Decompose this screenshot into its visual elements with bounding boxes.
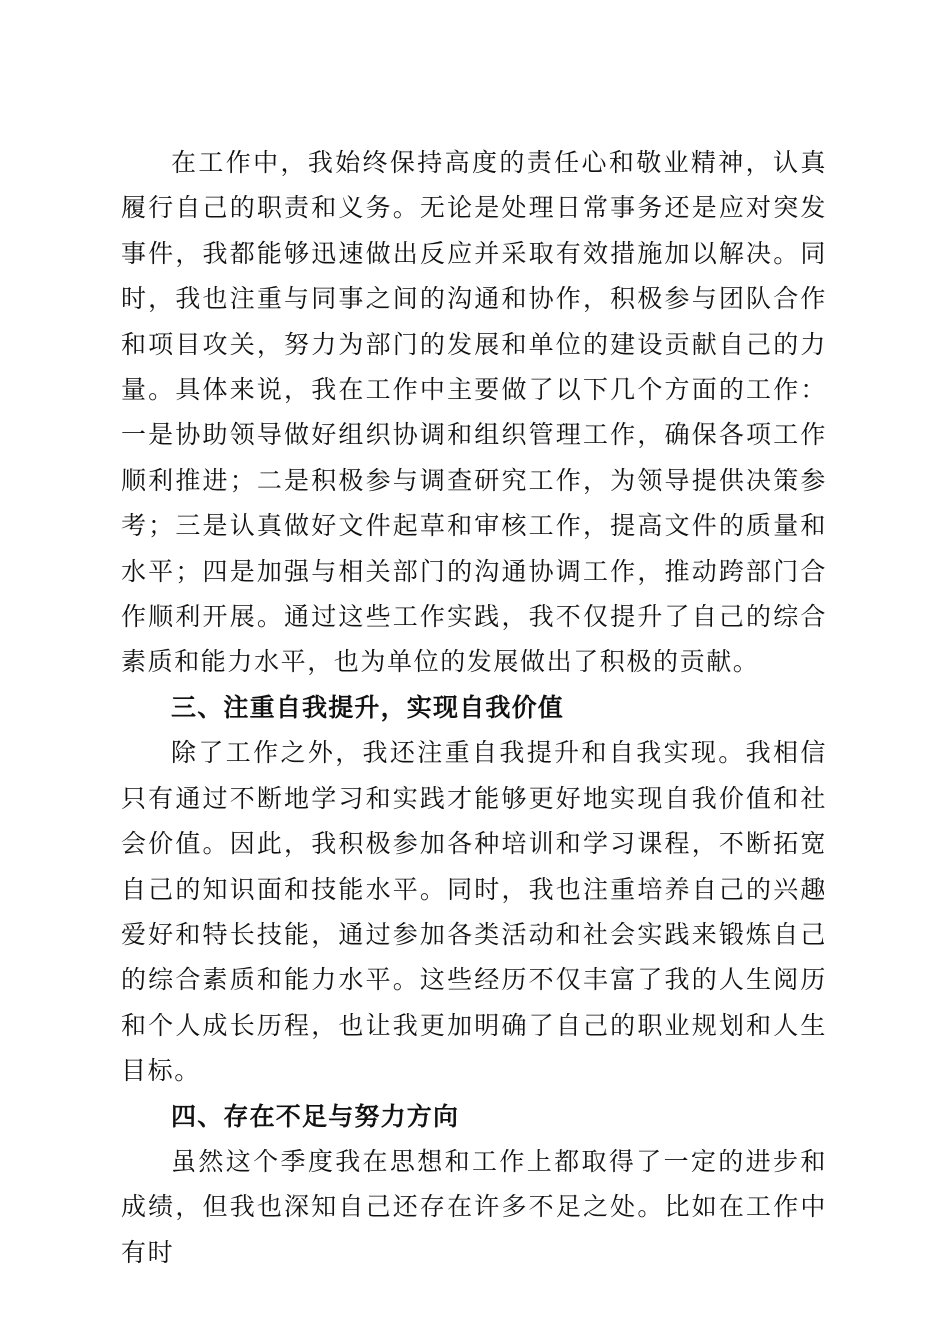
document-body [121, 140, 827, 1275]
self-improvement-paragraph: 除了工作之外，我还注重自我提升和自我实现。我相信只有通过不断地学习和实践才能够更好地实现自我价值和社会价值。因此，我积极参加各种培训和学习课程，不断拓宽自己的知识面和技能水平。同时，我也注重培养自己的兴趣爱好和特长技能，通过参加各类活动和社会实践来锻炼自己的综合素质和能力水平。这些经历不仅丰富了我的人生阅历和个人成长历程，也让我更加明确了自己的职业规划和人生目标。 [121, 738, 827, 1086]
shortcomings-paragraph: 虽然这个季度我在思想和工作上都取得了一定的进步和成绩，但我也深知自己还存在许多不足之处。比如在工作中有时 [121, 1146, 827, 1267]
section-heading-self-improvement: 三、注重自我提升，实现自我价值 [171, 692, 565, 722]
section-heading-shortcomings: 四、存在不足与努力方向 [171, 1101, 460, 1131]
work-paragraph: 在工作中，我始终保持高度的责任心和敬业精神，认真履行自己的职责和义务。无论是处理日常事务还是应对突发事件，我都能够迅速做出反应并采取有效措施加以解决。同时，我也注重与同事之间的沟通和协作，积极参与团队合作和项目攻关，努力为部门的发展和单位的建设贡献自己的力量。具体来说，我在工作中主要做了以下几个方面的工作：一是协助领导做好组织协调和组织管理工作，确保各项工作顺利推进；二是积极参与调查研究工作，为领导提供决策参考；三是认真做好文件起草和审核工作，提高文件的质量和水平；四是加强与相关部门的沟通协调工作，推动跨部门合作顺利开展。通过这些工作实践，我不仅提升了自己的综合素质和能力水平，也为单位的发展做出了积极的贡献。 [121, 148, 827, 677]
